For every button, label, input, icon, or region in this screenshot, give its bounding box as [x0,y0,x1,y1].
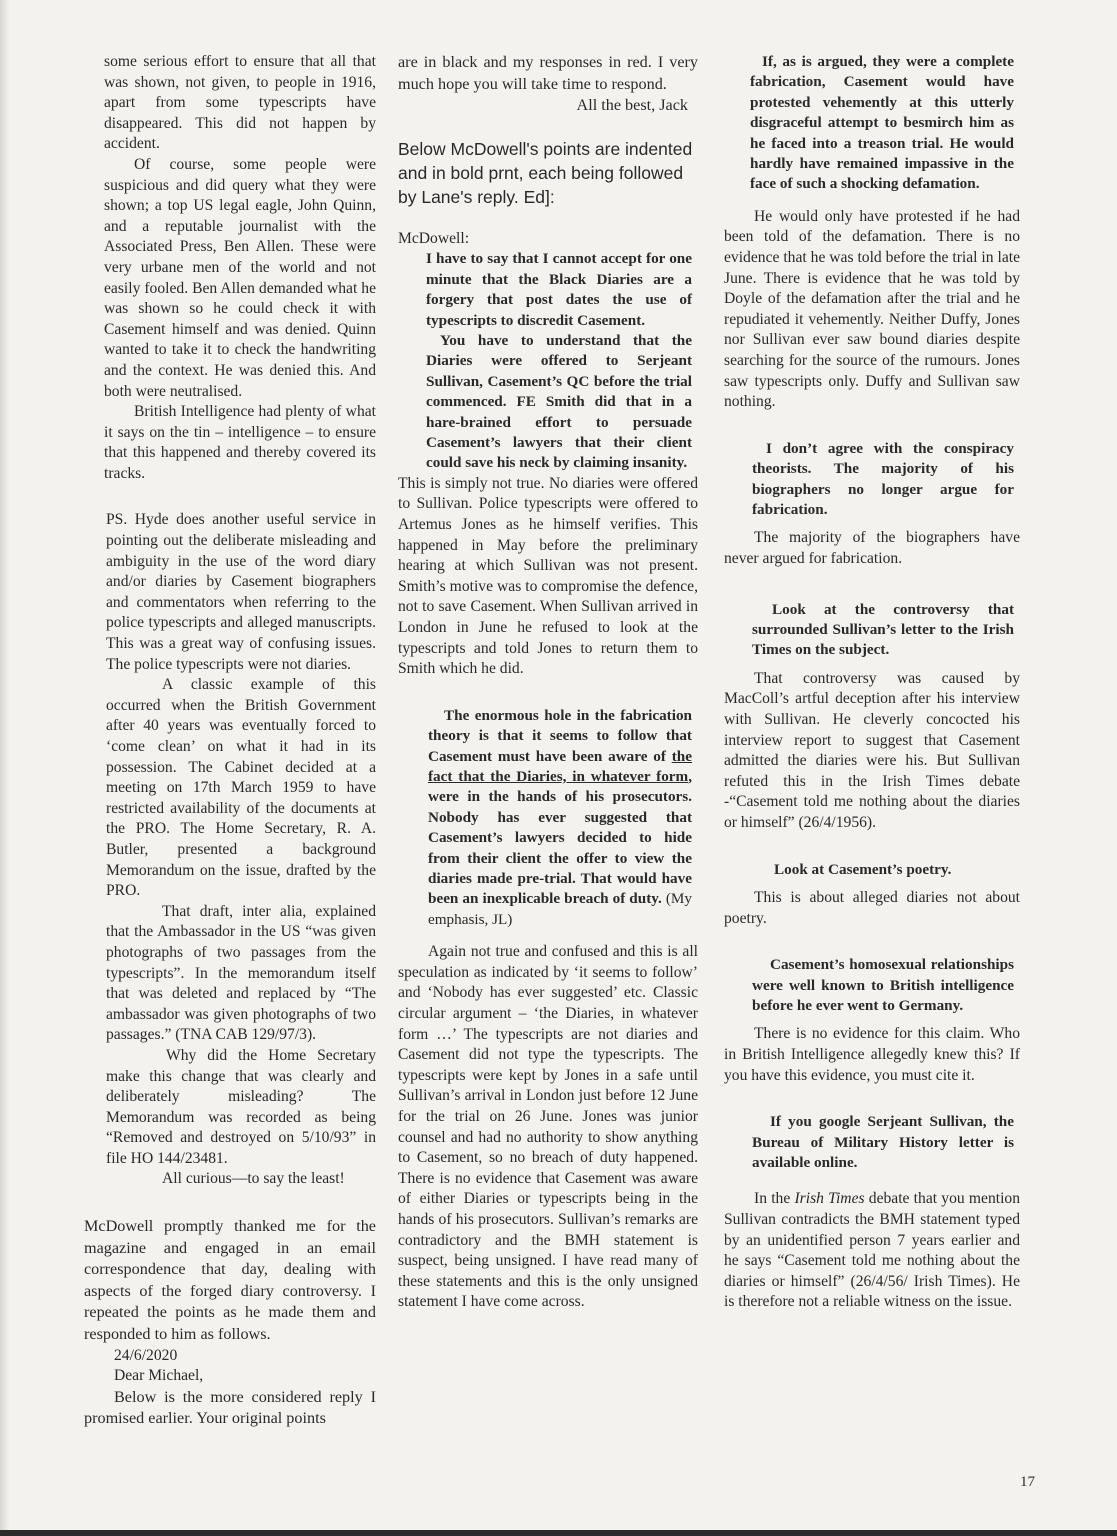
paragraph: Of course, some people were suspicious and did query what they were shown; a top US legal eagle, John Quinn, and a reputable journalist with the Associated Press, Ben Allen. These were very urbane men of the world and not easily fooled. Ben Allen demanded what he was shown so he could check it with Casement himself and was denied. Quinn wanted to take it to check the handwriting and the context. He was denied this. And both were neutralised. [104,155,376,400]
paragraph: are in black and my responses in red. I very much hope you will take time to respond. [398,53,698,93]
reply-paragraph: That controversy was caused by MacColl’s artful deception after his interview with Sullivan. He cleverly concocted his interview report to suggest that Casement admitted the diaries were his. But Sullivan refuted this in the Irish Times debate -“Casement told me nothing about the diaries or himself” (26/4/1956). [724,669,1020,831]
reply-paragraph: This is simply not true. No diaries were offered to Sullivan. Police typescripts were offered to Artemus Jones as he himself verifies. This happened in May before the preliminary hearing at which Sullivan was not present. Smith’s motive was to compromise the defence, not to save Casement. When Sullivan arrived in London in June he refused to look at the typescripts and told Jones to return them to Smith which he did. [398,474,698,678]
paragraph: All curious—to say the least! [162,1170,345,1188]
paragraph: Below is the more considered reply I promised earlier. Your original points [84,1387,376,1428]
speaker-label: McDowell: [398,229,470,247]
paragraph: Why did the Home Secretary make this change that was clearly and deliberately misleading? The Memorandum was recorded as being “Removed and destroyed on 5/10/93” in file HO 144/23481. [106,1046,376,1167]
reply-paragraph: In the Irish Times debate that you mention Sullivan contradicts the BMH statement typed by an unidentified person 7 years earlier and he says “Casement told me nothing about the diaries or himself” (26/4/56/ Irish Times). He is therefore not a reliable witness on the issue. [724,1190,1020,1311]
page-edge-shadow [0,0,10,1536]
quoted-point: I have to say that I cannot accept for one minute that the Black Diaries are a forgery that post dates the use of typescripts to discredit Casement. [426,250,692,329]
emphasis-underline: the fact that the Diaries, in whatever form [428,747,692,785]
reply-paragraph: This is about alleged diaries not about poetry. [724,888,1020,927]
quoted-point: If, as is argued, they were a complete fabrication, Casement would have protested vehemently at this utterly disgraceful attempt to besmirch him as he faced into a treason trial. He would hardly have remained impassive in the face of such a shocking defamation. [750,53,1014,193]
paragraph: A classic example of this occurred when the British Government after 40 years was eventually forced to ‘come clean’ on what it had in its possession. The Cabinet decided at a meeting on 17th March 1959 to have restricted availability of the documents at the PRO. The Home Secretary, R. A. Butler, presented a background Memorandum on the issue, drafted by the PRO. [106,676,376,900]
letter-salutation: Dear Michael, [114,1367,204,1385]
quoted-point: If you google Serjeant Sullivan, the Bureau of Military History letter is available online. [752,1113,1014,1171]
reply-paragraph: There is no evidence for this claim. Who in British Intelligence allegedly knew this? If you have this evidence, you must cite it. [724,1025,1020,1084]
quoted-point: You have to understand that the Diaries were offered to Serjeant Sullivan, Casement’s QC before the trial commenced. FE Smith did that in a hare-brained effort to persuade Casement’s lawyers that their client could save his neck by claiming insanity. [426,332,692,472]
quoted-point: Casement’s homosexual relationships were well known to British intelligence before he ever went to Germany. [752,956,1014,1014]
editor-note: Below McDowell's points are indented and in bold prnt, each being followed by Lane's reply. Ed]: [398,138,693,207]
paragraph: British Intelligence had plenty of what it says on the tin – intelligence – to ensure that this happened and thereby covered its tracks. [104,403,376,482]
quoted-point: I don’t agree with the conspiracy theorists. The majority of his biographers no longer argue for fabrication. [752,439,1014,518]
publication-title: Irish Times [794,1190,865,1208]
quoted-point: Look at the controversy that surrounded Sullivan’s letter to the Irish Times on the subject. [752,600,1014,659]
postscript-paragraph: PS. Hyde does another useful service in pointing out the deliberate misleading and ambiguity in the use of the word diary and/or diaries by Casement biographers and commentators when referring to the police typescripts and alleged manuscripts. This was a great way of confusing issues. The police typescripts were not diaries. [106,511,376,673]
column-left [84,52,376,1430]
reply-paragraph: The majority of the biographers have never argued for fabrication. [724,529,1020,567]
letter-date: 24/6/2020 [114,1346,178,1364]
page-number: 17 [1020,1474,1035,1490]
letter-signoff: All the best, Jack [576,96,688,115]
quoted-point: The enormous hole in the fabrication theory is that it seems to follow that Casement must have been aware of the fact that the Diaries, in whatever form, were in the hands of his prosecutors. Nobody has ever suggested that Casement’s lawyers decided to hide from their client the offer to view the diaries made pre-trial. That would have been an inexplicable breach of duty. (My emphasis, JL) [428,706,693,928]
column-middle [398,52,698,1313]
scan-bottom-edge [0,1530,1117,1536]
emphasis-note: (My emphasis, JL) [428,890,693,928]
column-right [724,52,1020,1313]
paragraph: McDowell promptly thanked me for the magazine and engaged in an email correspondence that day, dealing with aspects of the forged diary controversy. I repeated the points as he made them and responded to him as follows. [84,1217,376,1344]
reply-paragraph: Again not true and confused and this is all speculation as indicated by ‘it seems to follow’ and ‘Nobody has ever suggested’ etc. Classic circular argument – ‘the Diaries, in whatever form …’ The typescripts are not diaries and Casement did not type the typescripts. The typescripts were kept by Jones in a safe until Sullivan’s arrival in London just before 12 June for the trial on 26 June. Jones was junior counsel and had no authority to show anything to Casement, so no breach of duty happened. There is no evidence that Casement was aware of either Diaries or typescripts being in the hands of his prosecutors. Sullivan’s remarks are contradictory and the BMH statement is suspect, being unsigned. I have read many of these statements and this is the only unsigned statement I have come across. [398,943,698,1311]
paragraph: some serious effort to ensure that all that was shown, not given, to people in 1916, apart from some typescripts have disappeared. This did not happen by accident. [104,53,376,153]
paragraph: That draft, inter alia, explained that the Ambassador in the US “was given photographs of two passages from the typescripts”. In the memorandum itself that was deleted and replaced by “The ambassador was given photographs of two passages.” (TNA CAB 129/97/3). [106,902,376,1044]
quoted-point: Look at Casement’s poetry. [774,860,952,878]
reply-paragraph: He would only have protested if he had been told of the defamation. There is no evidence that he was told before the trial in late June. There is evidence that he was told by Doyle of the defamation after the trial and he repudiated it vehemently. Neither Duffy, Jones nor Sullivan ever saw bound diaries despite searching for the source of the rumours. Jones saw typescripts only. Duffy and Sullivan saw nothing. [724,207,1020,411]
